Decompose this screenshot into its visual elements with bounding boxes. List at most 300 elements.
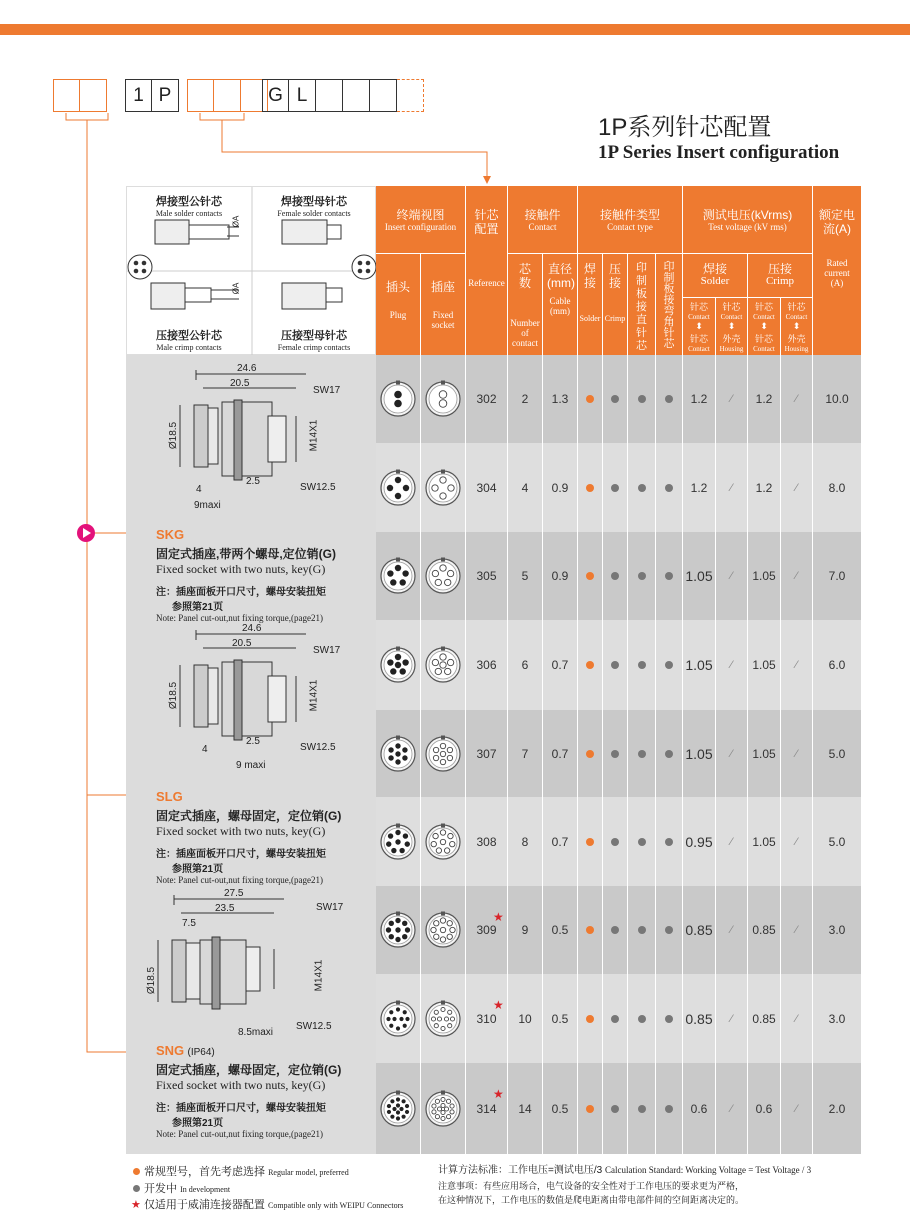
- cell-dia: 0.7: [551, 834, 569, 849]
- cell-vc: [748, 443, 781, 532]
- variant-note-en: Note: Panel cut-out,nut fixing torque,(page21): [156, 1129, 323, 1139]
- cc-en: Contact: [688, 313, 710, 321]
- gray-dot-icon: [638, 926, 646, 934]
- note-line-2: 在这种情况下，工作电压的数值是爬电距离由带电部件间的空间距离决定的。: [438, 1195, 745, 1205]
- dim-d1: 24.6: [237, 363, 257, 374]
- cell-vs: [683, 355, 716, 443]
- gray-dot-icon: [611, 926, 619, 934]
- cell-dia: [543, 443, 578, 532]
- cell-ref: 305: [476, 569, 497, 583]
- cell-solder: [578, 620, 603, 710]
- cell-vc: 1.2: [755, 480, 773, 495]
- code-cell: P: [152, 79, 179, 112]
- crimp-contact-housing: 针芯 Contact ⬍ 外壳 Housing: [781, 298, 813, 355]
- slash-mark: ⁄: [730, 659, 733, 671]
- cell-cur: 5.0: [828, 746, 846, 761]
- num-cn: 芯数: [518, 262, 531, 290]
- cell-pcb90: [656, 1063, 683, 1154]
- cell-num: [508, 532, 543, 620]
- cell-ref: [466, 710, 508, 797]
- number-header: [508, 254, 543, 355]
- gray-dot-icon: [665, 1015, 673, 1023]
- vs-cn: 焊接: [702, 262, 727, 276]
- crimp-male-cn: 压接型公针芯: [156, 330, 222, 342]
- plug-face-icon: [376, 886, 421, 974]
- volt-en: Test voltage (kV rms): [708, 222, 787, 232]
- variant-code: SLG: [156, 789, 183, 804]
- dia-a-label: ØA: [231, 215, 241, 228]
- solder-contact-contact: 针芯 Contact ⬍ 针芯 Contact: [683, 298, 716, 355]
- cell-num: 4: [521, 480, 529, 495]
- solder-type-header: [578, 254, 603, 355]
- solder-female-en: Female solder contacts: [277, 209, 351, 218]
- legend-weipu-cn: 仅适用于威浦连接器配置: [143, 1199, 265, 1211]
- table-row: [376, 797, 861, 886]
- code-cell: L: [289, 79, 316, 112]
- slash-mark: ⁄: [795, 1012, 798, 1025]
- variant-note-en: Note: Panel cut-out,nut fixing torque,(page21): [156, 875, 323, 885]
- cell-solder: [578, 1063, 603, 1154]
- cell-vc: 0.85: [752, 1011, 776, 1026]
- calc-en: Calculation Standard: Working Voltage = Test Voltage / 3: [604, 1165, 812, 1175]
- hh-cn: 外壳: [787, 334, 806, 344]
- cell-num: [508, 355, 543, 443]
- type-en: Contact type: [607, 222, 653, 232]
- gray-dot-icon: [611, 838, 619, 846]
- cell-solder: [578, 355, 603, 443]
- cell-housing: [716, 710, 748, 797]
- gray-dot-icon: [665, 395, 673, 403]
- num-en: Number of contact: [510, 318, 540, 348]
- plug-face-icon: [376, 797, 421, 886]
- contact-type-header: [578, 186, 683, 254]
- cell-vc: 0.6: [755, 1101, 773, 1116]
- contact-types-illustration: [126, 186, 376, 355]
- variant-note-cn: 注：插座面板开口尺寸，螺母安装扭矩: [156, 587, 326, 598]
- dim-d5: 9maxi: [194, 500, 221, 511]
- cell-num: 2: [521, 392, 529, 406]
- crimp-type-header: [603, 254, 628, 355]
- socket-face-icon: [421, 710, 466, 797]
- gray-dot-icon: [611, 1105, 619, 1113]
- gray-dot-icon: [665, 838, 673, 846]
- cell-num: [508, 797, 543, 886]
- cc-en: Contact: [753, 345, 775, 353]
- orange-dot-icon: [586, 1105, 594, 1113]
- cell-num: 8: [521, 834, 529, 849]
- cell-crimp: [603, 710, 628, 797]
- cell-vc: 1.05: [752, 658, 776, 672]
- calc-cn: 计算方法标准：工作电压=测试电压/3: [438, 1165, 603, 1176]
- variant-note-en: Note: Panel cut-out,nut fixing torque,(page21): [156, 613, 323, 623]
- cell-ref: [466, 355, 508, 443]
- cell-crimp: [603, 974, 628, 1063]
- gray-dot-icon: [638, 750, 646, 758]
- cell-vc: [748, 620, 781, 710]
- code-cell: 1: [125, 79, 152, 112]
- gray-dot-icon: [638, 1015, 646, 1023]
- cell-vc: 1.05: [752, 569, 776, 583]
- insert-en: Insert configuration: [384, 222, 457, 232]
- cell-dia: [543, 355, 578, 443]
- cell-vs: 0.85: [685, 1010, 713, 1027]
- variant-en: Fixed socket with two nuts, key(G): [156, 562, 326, 576]
- cell-pcb: [628, 620, 656, 710]
- cell-dia: [543, 974, 578, 1063]
- orange-dot-icon: [133, 1168, 140, 1175]
- slash-mark: ⁄: [730, 393, 733, 405]
- vc-en: Crimp: [765, 275, 795, 287]
- cell-ref: [466, 1063, 508, 1154]
- variant-cn: 固定式插座,带两个螺母,定位销(G): [156, 547, 336, 561]
- orange-dot-icon: [586, 661, 594, 669]
- cell-cur: [813, 532, 861, 620]
- dim-d5: 8.5maxi: [238, 1027, 274, 1038]
- cell-housing: [716, 443, 748, 532]
- cell-dia: 0.9: [551, 480, 569, 495]
- cell-vc: [748, 974, 781, 1063]
- cell-cur: 3.0: [828, 923, 846, 937]
- cell-dia: [543, 797, 578, 886]
- gray-dot-icon: [665, 572, 673, 580]
- dim-d3: 2.5: [246, 476, 260, 487]
- gray-dot-icon: [665, 926, 673, 934]
- solder-type-en: Solder: [579, 314, 601, 323]
- variant-note-cn2: 参照第21页: [172, 602, 224, 613]
- cc-en: Contact: [720, 313, 743, 321]
- cell-ref: [466, 620, 508, 710]
- cell-pcb: [628, 974, 656, 1063]
- cell-housing: [716, 355, 748, 443]
- socket-face-icon: [421, 886, 466, 974]
- orange-dot-icon: [586, 750, 594, 758]
- cc-cn: 针芯: [722, 302, 741, 312]
- cc-cn: 针芯: [754, 334, 773, 344]
- cell-num: 9: [521, 923, 529, 937]
- cell-cur: 8.0: [828, 480, 846, 495]
- cell-ref: 302: [476, 392, 497, 406]
- cell-vc: [748, 532, 781, 620]
- variant-en: Fixed socket with two nuts, key(G): [156, 1078, 326, 1092]
- slash-mark: ⁄: [795, 570, 798, 582]
- cell-vs: [683, 710, 716, 797]
- cc-cn: 针芯: [689, 302, 708, 312]
- cell-vc: [748, 355, 781, 443]
- cell-cur: [813, 797, 861, 886]
- cell-ref: [466, 443, 508, 532]
- cell-num: [508, 620, 543, 710]
- cell-num: [508, 974, 543, 1063]
- gray-dot-icon: [133, 1185, 140, 1192]
- cell-housing: [781, 886, 813, 974]
- cell-cur: [813, 1063, 861, 1154]
- slash-mark: ⁄: [730, 747, 733, 760]
- variant-cn: 固定式插座，螺母固定，定位销(G): [156, 809, 342, 823]
- contact-cn: 接触件: [524, 208, 561, 222]
- cell-crimp: [603, 886, 628, 974]
- slash-mark: ⁄: [730, 835, 733, 848]
- cell-crimp: [603, 797, 628, 886]
- cell-ref: 304: [476, 480, 497, 495]
- gray-dot-icon: [611, 1015, 619, 1023]
- cell-vs: 0.6: [690, 1101, 708, 1116]
- cell-ref: 314: [476, 1101, 497, 1116]
- insert-config-header: [376, 186, 466, 254]
- legend-weipu-en: Compatible only with WEIPU Connectors: [268, 1201, 404, 1210]
- cell-pcb: [628, 1063, 656, 1154]
- dim-d3: 2.5: [246, 736, 260, 747]
- cell-cur: [813, 710, 861, 797]
- cell-dia: 0.7: [551, 746, 569, 761]
- pcb-straight-header: [628, 254, 656, 355]
- cell-solder: [578, 710, 603, 797]
- solder-contact-housing: 针芯 Contact ⬍ 外壳 Housing: [716, 298, 748, 355]
- socket-face-icon: [421, 532, 466, 620]
- cell-housing: [781, 620, 813, 710]
- cell-ref: 307: [476, 746, 497, 761]
- star-icon: ★: [131, 1199, 141, 1211]
- slash-mark: ⁄: [730, 1102, 733, 1115]
- slash-mark: ⁄: [795, 481, 798, 494]
- cell-vc: 1.2: [755, 392, 773, 406]
- cell-pcb90: [656, 355, 683, 443]
- cur-en: Rated current (A): [824, 258, 850, 288]
- cell-vs: [683, 797, 716, 886]
- pcb-angle-header: [656, 254, 683, 355]
- dia-en: Cable (mm): [549, 296, 571, 316]
- gray-dot-icon: [611, 395, 619, 403]
- dim-d4: 4: [196, 484, 202, 495]
- cell-housing: [716, 797, 748, 886]
- cell-pcb90: [656, 620, 683, 710]
- slash-mark: ⁄: [795, 393, 798, 405]
- volt-crimp-header: [748, 254, 813, 298]
- cell-cur: [813, 620, 861, 710]
- dim-d1: 27.5: [224, 888, 244, 899]
- cell-housing: [716, 1063, 748, 1154]
- gray-dot-icon: [665, 484, 673, 492]
- cell-dia: 0.7: [551, 658, 569, 672]
- legend-dev-cn: 开发中: [144, 1183, 177, 1195]
- cell-pcb: [628, 797, 656, 886]
- variant-suffix: (IP64): [187, 1047, 215, 1058]
- cc-cn: 针芯: [787, 302, 806, 312]
- crimp-contact-contact: 针芯 Contact ⬍ 针芯 Contact: [748, 298, 781, 355]
- table-row: [376, 710, 861, 797]
- dim-sw1: SW17: [316, 902, 344, 913]
- variant-cn: 固定式插座，螺母固定，定位销(G): [156, 1063, 342, 1077]
- cell-housing: [781, 710, 813, 797]
- variant-label: [156, 1043, 341, 1139]
- dim-d2: 20.5: [230, 378, 250, 389]
- calc-standard: [438, 1161, 811, 1176]
- vs-en: Solder: [700, 275, 730, 287]
- cell-housing: [781, 355, 813, 443]
- cell-vc: [748, 797, 781, 886]
- variant-note-cn2: 参照第21页: [172, 864, 224, 875]
- cell-vs: [683, 532, 716, 620]
- plug-face-icon: [376, 532, 421, 620]
- gray-dot-icon: [638, 661, 646, 669]
- plug-face-icon: [376, 974, 421, 1063]
- crimp-male-label: [133, 327, 245, 352]
- cell-num: [508, 710, 543, 797]
- insert-cn: 终端视图: [396, 208, 445, 222]
- cell-dia: [543, 710, 578, 797]
- gray-dot-icon: [638, 838, 646, 846]
- gray-dot-icon: [665, 1105, 673, 1113]
- slash-mark: ⁄: [730, 570, 733, 582]
- cell-num: [508, 1063, 543, 1154]
- cell-vs: 1.2: [690, 392, 708, 406]
- cell-crimp: [603, 443, 628, 532]
- dim-d0: 7.5: [182, 918, 196, 929]
- socket-face-icon: [421, 355, 466, 443]
- cell-pcb90: [656, 443, 683, 532]
- gray-dot-icon: [665, 661, 673, 669]
- cell-pcb: [628, 355, 656, 443]
- cell-cur: 7.0: [828, 569, 846, 583]
- cell-pcb: [628, 710, 656, 797]
- cell-ref: [466, 797, 508, 886]
- cell-pcb: [628, 532, 656, 620]
- cell-cur: 5.0: [828, 834, 846, 849]
- variant-note-cn2: 参照第21页: [172, 1118, 224, 1129]
- table-row: [376, 974, 861, 1063]
- solder-male-cn: 焊接型公针芯: [156, 196, 222, 208]
- volt-solder-header: [683, 254, 748, 298]
- dim-sw1: SW17: [313, 645, 341, 656]
- cell-cur: [813, 355, 861, 443]
- cell-vc: [748, 710, 781, 797]
- table-row: [376, 1063, 861, 1154]
- cell-cur: 6.0: [828, 658, 846, 672]
- cell-vs: [683, 1063, 716, 1154]
- legend-dev-en: In development: [180, 1185, 231, 1194]
- dim-sw2: SW12.5: [300, 482, 336, 493]
- cell-cur: 3.0: [828, 1011, 846, 1026]
- slash-mark: ⁄: [730, 481, 733, 494]
- crimp-male-en: Male crimp contacts: [156, 343, 222, 352]
- reference-header: [466, 186, 508, 355]
- cell-ref: 306: [476, 658, 497, 672]
- cell-solder: [578, 443, 603, 532]
- dia-a-label: ØA: [231, 282, 241, 295]
- cell-num: [508, 886, 543, 974]
- cell-ref: 308: [476, 834, 497, 849]
- variant-note-cn: 注：插座面板开口尺寸，螺母安装扭矩: [156, 1103, 326, 1114]
- socket-header: [421, 254, 466, 355]
- dim-m: M14X1: [308, 679, 320, 712]
- orange-dot-icon: [586, 484, 594, 492]
- orange-dot-icon: [586, 1015, 594, 1023]
- cell-vs: 1.05: [685, 745, 713, 762]
- star-icon: ★: [493, 1087, 504, 1101]
- cell-pcb90: [656, 797, 683, 886]
- orange-dot-icon: [586, 395, 594, 403]
- socket-face-icon: [421, 620, 466, 710]
- note-line-1: 注意事项：有些应用场合，电气设备的安全性对于工作电压的要求更为严格，: [438, 1181, 745, 1191]
- legend-regular: [133, 1163, 349, 1179]
- solder-male-label: [133, 193, 245, 218]
- page-title-en: 1P Series Insert configuration: [598, 142, 840, 163]
- cell-dia: 0.5: [551, 1101, 569, 1116]
- table-row: [376, 532, 861, 620]
- cell-housing: [716, 620, 748, 710]
- pcb90-cn: 印制板接弯角针芯: [663, 261, 675, 350]
- ref-cn: 针芯配置: [474, 208, 499, 236]
- table-row: [376, 886, 861, 974]
- cell-ref: [466, 532, 508, 620]
- cell-dia: 0.5: [551, 923, 569, 937]
- slash-mark: ⁄: [730, 924, 733, 936]
- cell-dia: [543, 886, 578, 974]
- gray-dot-icon: [611, 750, 619, 758]
- plug-face-icon: [376, 620, 421, 710]
- table-row: [376, 620, 861, 710]
- cell-cur: 10.0: [825, 392, 849, 406]
- gray-dot-icon: [611, 661, 619, 669]
- cell-pcb90: [656, 710, 683, 797]
- plug-header: [376, 254, 421, 355]
- cell-crimp: [603, 1063, 628, 1154]
- hh-en: Housing: [719, 345, 744, 353]
- cell-vs: [683, 886, 716, 974]
- test-voltage-header: [683, 186, 813, 254]
- cell-housing: [781, 532, 813, 620]
- legend-weipu: [131, 1196, 403, 1212]
- plug-face-icon: [376, 355, 421, 443]
- dim-dia: Ø18.5: [146, 966, 158, 995]
- pcb-cn: 印制板接直针芯: [636, 262, 647, 352]
- cell-dia: 1.3: [551, 392, 569, 406]
- gray-dot-icon: [638, 572, 646, 580]
- crimp-type-cn: 压接: [609, 262, 622, 290]
- dim-dia: Ø18.5: [168, 681, 180, 710]
- cell-pcb90: [656, 974, 683, 1063]
- dim-d2: 20.5: [232, 638, 252, 649]
- solder-male-en: Male solder contacts: [155, 209, 223, 218]
- cell-dia: 0.9: [551, 569, 569, 583]
- cell-housing: [716, 886, 748, 974]
- ref-en: Reference: [468, 278, 505, 288]
- cell-ref: [466, 886, 508, 974]
- cell-vs: 0.95: [685, 833, 713, 850]
- slash-mark: ⁄: [795, 924, 798, 936]
- slash-mark: ⁄: [730, 1012, 733, 1025]
- variant-en: Fixed socket with two nuts, key(G): [156, 824, 326, 838]
- cell-vc: [748, 1063, 781, 1154]
- hh-cn: 外壳: [722, 334, 741, 344]
- variant-note-cn: 注：插座面板开口尺寸，螺母安装扭矩: [156, 849, 326, 860]
- plug-face-icon: [376, 1063, 421, 1154]
- diameter-header: [543, 254, 578, 355]
- crimp-type-en: Crimp: [604, 314, 626, 323]
- dim-d5: 9 maxi: [236, 760, 266, 771]
- cell-solder: [578, 974, 603, 1063]
- star-icon: ★: [493, 998, 504, 1012]
- slash-mark: ⁄: [795, 835, 798, 848]
- cell-cur: 2.0: [828, 1101, 846, 1116]
- socket-drawing: [126, 360, 376, 520]
- cell-housing: [716, 974, 748, 1063]
- dim-d4: 4: [202, 744, 208, 755]
- dim-m: M14X1: [313, 959, 325, 992]
- type-cn: 接触件类型: [599, 208, 660, 222]
- cell-pcb: [628, 443, 656, 532]
- orange-dot-icon: [586, 838, 594, 846]
- socket-cn: 插座: [430, 280, 455, 294]
